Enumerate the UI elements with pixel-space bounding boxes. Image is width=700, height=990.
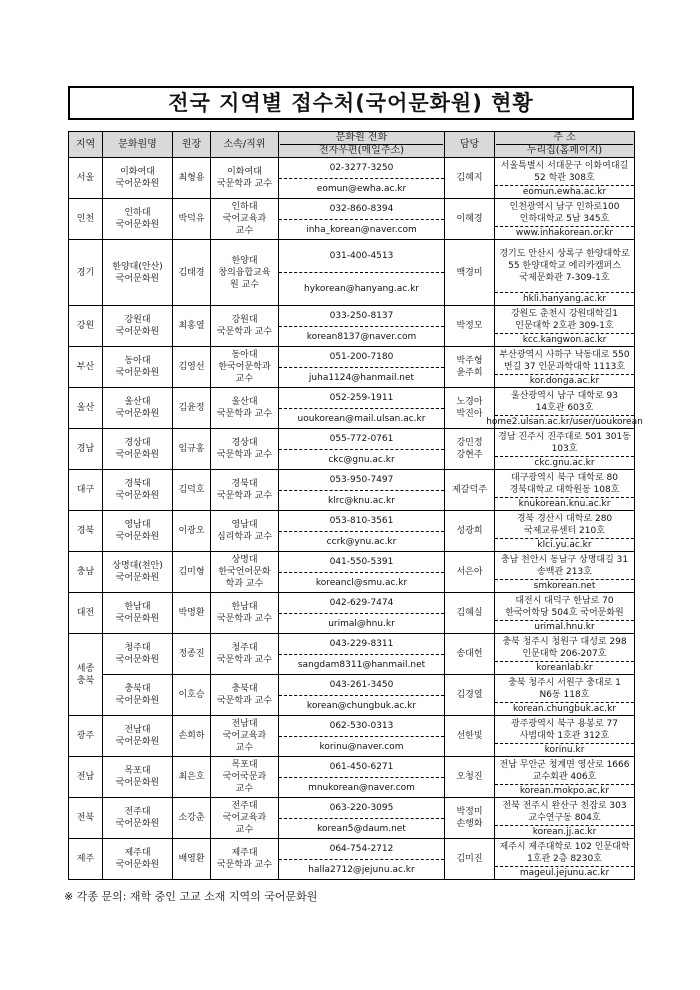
table-header-row xyxy=(69,132,635,158)
email-link[interactable]: eomun@ewha.ac.kr xyxy=(316,183,407,194)
header-address-top: 주 소 xyxy=(496,132,633,145)
table-row xyxy=(69,347,635,388)
address-cell xyxy=(486,388,643,429)
center-name-cell: 한양대(안산) 국어문화원 xyxy=(103,240,173,306)
phone-text: 061-450-6271 xyxy=(279,757,444,778)
email-link[interactable]: hykorean@hanyang.ac.kr xyxy=(304,284,419,294)
table-row xyxy=(69,199,635,240)
header-address-bot: 누리집(홈페이지) xyxy=(526,145,603,156)
center-name-cell: 한남대 국어문화원 xyxy=(103,593,173,634)
region-cell: 전남 xyxy=(69,757,103,798)
center-name-cell: 청주대 국어문화원 xyxy=(103,634,173,675)
address-text: 경기도 안산시 상록구 한양대학로 55 한양대학교 에리카캠퍼스 국제문화관 7-309-1호 xyxy=(495,240,634,293)
phone-text: 053-950-7497 xyxy=(279,470,444,491)
staff-cell: 김미진 xyxy=(445,839,495,880)
staff-cell: 김혜실 xyxy=(445,593,495,634)
center-name-cell: 전남대 국어문화원 xyxy=(103,716,173,757)
table-row xyxy=(69,675,635,716)
phone-text: 055-772-0761 xyxy=(279,429,444,450)
center-name-cell: 제주대 국어문화원 xyxy=(103,839,173,880)
address-text: 인천광역시 남구 인하로100 인하대학교 5남 345호 xyxy=(495,199,634,227)
region-cell: 경기 xyxy=(69,240,103,306)
table-row xyxy=(69,634,635,675)
table-row xyxy=(69,158,635,199)
region-cell: 서울 xyxy=(69,158,103,199)
header-contact xyxy=(279,132,445,158)
table-row xyxy=(69,470,635,511)
website-link[interactable]: kor.donga.ac.kr xyxy=(529,376,600,386)
address-cell xyxy=(495,675,635,716)
director-cell: 임규홍 xyxy=(173,429,211,470)
address-text: 울산광역시 남구 대학로 93 14호관 603호 xyxy=(495,388,634,416)
contact-cell xyxy=(279,716,445,757)
affiliation-cell: 전남대 국어교육과 교수 xyxy=(211,716,279,757)
contact-cell xyxy=(279,347,445,388)
website-link[interactable]: mageul.jejunu.ac.kr xyxy=(519,868,610,878)
email-link[interactable]: sangdam8311@hanmail.net xyxy=(297,659,426,670)
address-cell xyxy=(495,634,635,675)
website-link[interactable]: klci.yu.ac.kr xyxy=(537,540,592,550)
director-cell: 손희하 xyxy=(173,716,211,757)
address-cell xyxy=(495,347,635,388)
staff-cell: 박정미 손행화 xyxy=(445,798,495,839)
contact-cell xyxy=(279,552,445,593)
center-name-cell: 충북대 국어문화원 xyxy=(103,675,173,716)
address-cell xyxy=(495,716,635,757)
website-link[interactable]: korean.chungbuk.ac.kr xyxy=(512,704,617,714)
center-name-cell: 이화여대 국어문화원 xyxy=(103,158,173,199)
center-name-cell: 인하대 국어문화원 xyxy=(103,199,173,240)
email-link[interactable]: korean8137@naver.com xyxy=(306,331,417,342)
address-cell xyxy=(495,429,635,470)
address-text: 대전시 대덕구 한남로 70 한국어학당 504호 국어문화원 xyxy=(495,593,634,621)
address-text: 전북 전주시 완산구 천잠로 303 교수연구동 804호 xyxy=(495,798,634,826)
director-cell: 김태경 xyxy=(173,240,211,306)
contact-cell xyxy=(279,757,445,798)
staff-cell: 강민정 강현주 xyxy=(445,429,495,470)
table-row xyxy=(69,593,635,634)
center-name-cell: 울산대 국어문화원 xyxy=(103,388,173,429)
contact-cell xyxy=(279,634,445,675)
header-region: 지역 xyxy=(69,132,103,158)
contact-cell xyxy=(279,798,445,839)
contact-cell xyxy=(279,470,445,511)
center-name-cell: 경북대 국어문화원 xyxy=(103,470,173,511)
region-cell: 경북 xyxy=(69,511,103,552)
website-link[interactable]: urimal.hnu.kr xyxy=(534,622,595,632)
address-cell xyxy=(495,240,635,306)
contact-cell xyxy=(279,593,445,634)
region-cell: 대구 xyxy=(69,470,103,511)
contact-cell xyxy=(279,388,445,429)
phone-text: 052-259-1911 xyxy=(279,388,444,409)
contact-cell xyxy=(279,240,445,306)
website-link[interactable]: hkli.hanyang.ac.kr xyxy=(522,294,607,304)
staff-cell: 서은아 xyxy=(445,552,495,593)
website-link[interactable]: kcc.kangwon.ac.kr xyxy=(522,335,607,345)
staff-cell: 오청진 xyxy=(445,757,495,798)
address-text: 경남 진주시 진주대로 501 301동 103호 xyxy=(495,429,634,457)
address-cell xyxy=(495,470,635,511)
table-row xyxy=(69,429,635,470)
staff-cell: 박정모 xyxy=(445,306,495,347)
address-text: 경북 경산시 대학로 280 국제교류센터 210호 xyxy=(495,511,634,539)
affiliation-cell: 경북대 국문학과 교수 xyxy=(211,470,279,511)
header-staff: 담당 xyxy=(445,132,495,158)
phone-text: 042-629-7474 xyxy=(279,593,444,614)
center-name-cell: 전주대 국어문화원 xyxy=(103,798,173,839)
affiliation-cell: 한남대 국문학과 교수 xyxy=(211,593,279,634)
affiliation-cell: 동아대 한국어문학과 교수 xyxy=(211,347,279,388)
region-cell: 대전 xyxy=(69,593,103,634)
region-cell: 부산 xyxy=(69,347,103,388)
address-cell xyxy=(495,511,635,552)
address-cell xyxy=(495,798,635,839)
website-link[interactable]: eomun.ewha.ac.kr xyxy=(522,187,607,197)
contact-cell xyxy=(279,306,445,347)
address-text: 대구광역시 북구 대학로 80 경북대학교 대학원동 108호 xyxy=(495,470,634,498)
director-cell: 박명환 xyxy=(173,593,211,634)
region-cell: 경남 xyxy=(69,429,103,470)
region-cell: 세종 충북 xyxy=(69,634,103,716)
affiliation-cell: 강원대 국문학과 교수 xyxy=(211,306,279,347)
address-cell xyxy=(495,306,635,347)
table-row xyxy=(69,757,635,798)
header-contact-top: 문화원 전화 xyxy=(280,132,443,145)
email-link[interactable]: korinu@naver.com xyxy=(319,741,404,752)
director-cell: 정종진 xyxy=(173,634,211,675)
address-cell xyxy=(495,593,635,634)
region-cell: 인천 xyxy=(69,199,103,240)
affiliation-cell: 울산대 국문학과 교수 xyxy=(211,388,279,429)
address-text: 충북 청주시 청원구 대성로 298 인문대학 206-207호 xyxy=(495,634,634,662)
director-cell: 김미형 xyxy=(173,552,211,593)
staff-cell: 노경아 박진아 xyxy=(445,388,495,429)
affiliation-cell: 전주대 국어교육과 교수 xyxy=(211,798,279,839)
phone-text: 041-550-5391 xyxy=(279,552,444,573)
staff-cell: 송대헌 xyxy=(445,634,495,675)
affiliation-cell: 한양대 창의융합교육 원 교수 xyxy=(211,240,279,306)
header-address xyxy=(495,132,635,158)
phone-text: 051-200-7180 xyxy=(279,347,444,368)
director-cell: 배영환 xyxy=(173,839,211,880)
contact-cell xyxy=(279,199,445,240)
page-title: 전국 지역별 접수처(국어문화원) 현황 xyxy=(68,86,634,120)
staff-cell: 김경열 xyxy=(445,675,495,716)
director-cell: 김영선 xyxy=(173,347,211,388)
footnote: ※ 각종 문의: 재학 중인 고교 소재 지역의 국어문화원 xyxy=(64,890,318,903)
affiliation-cell: 이화여대 국문학과 교수 xyxy=(211,158,279,199)
contact-cell xyxy=(279,158,445,199)
phone-text: 043-261-3450 xyxy=(279,675,444,696)
affiliation-cell: 인하대 국어교육과 교수 xyxy=(211,199,279,240)
header-name: 문화원명 xyxy=(103,132,173,158)
email-link[interactable]: ccrk@ynu.ac.kr xyxy=(326,536,397,547)
table-row xyxy=(69,798,635,839)
region-cell: 울산 xyxy=(69,388,103,429)
region-cell: 충남 xyxy=(69,552,103,593)
center-name-cell: 동아대 국어문화원 xyxy=(103,347,173,388)
header-head: 원장 xyxy=(173,132,211,158)
table-row xyxy=(69,306,635,347)
website-link[interactable]: koreanlab.kr xyxy=(536,663,593,673)
staff-cell: 백경미 xyxy=(445,240,495,306)
director-cell: 김윤정 xyxy=(173,388,211,429)
phone-text: 063-220-3095 xyxy=(279,798,444,819)
staff-cell: 박주형 윤주희 xyxy=(445,347,495,388)
director-cell: 김덕호 xyxy=(173,470,211,511)
email-link[interactable]: urimal@hnu.kr xyxy=(328,618,395,629)
director-cell: 이호승 xyxy=(173,675,211,716)
address-cell xyxy=(495,839,635,880)
affiliation-cell: 충북대 국문학과 교수 xyxy=(211,675,279,716)
region-cell: 광주 xyxy=(69,716,103,757)
table-row xyxy=(69,552,635,593)
phone-text: 031-400-4513 xyxy=(279,240,444,273)
email-link[interactable]: ckc@gnu.ac.kr xyxy=(328,454,395,465)
address-text: 부산광역시 사하구 낙동대로 550 번길 37 인문과학대학 1113호 xyxy=(495,347,634,375)
phone-text: 032-860-8394 xyxy=(279,199,444,220)
staff-cell: 이혜경 xyxy=(445,199,495,240)
phone-text: 043-229-8311 xyxy=(279,634,444,655)
phone-text: 053-810-3561 xyxy=(279,511,444,532)
email-link[interactable]: uoukorean@mail.ulsan.ac.kr xyxy=(297,413,426,424)
address-text: 전남 무안군 청계면 영산로 1666 교수회관 406호 xyxy=(495,757,634,785)
affiliation-cell: 경상대 국문학과 교수 xyxy=(211,429,279,470)
affiliation-cell: 청주대 국문학과 교수 xyxy=(211,634,279,675)
website-link[interactable]: ckc.gnu.ac.kr xyxy=(534,458,595,468)
website-link[interactable]: home2.ulsan.ac.kr/user/uoukorean xyxy=(486,417,643,427)
region-cell: 제주 xyxy=(69,839,103,880)
director-cell: 이광오 xyxy=(173,511,211,552)
contact-cell xyxy=(279,839,445,880)
address-text: 강원도 춘천시 강원대학길1 인문대학 2호관 309-1호 xyxy=(495,306,634,334)
table-row xyxy=(69,240,635,306)
email-link[interactable]: koreancl@smu.ac.kr xyxy=(315,577,408,588)
email-link[interactable]: mnukorean@naver.com xyxy=(308,782,415,793)
director-cell: 최형용 xyxy=(173,158,211,199)
address-text: 서울특별시 서대문구 이화여대길 52 학관 308호 xyxy=(495,158,634,186)
address-text: 충북 청주시 서원구 충대로 1 N6동 118호 xyxy=(495,675,634,703)
director-cell: 최홍열 xyxy=(173,306,211,347)
email-link[interactable]: juha1124@hanmail.net xyxy=(308,372,415,383)
affiliation-cell: 상명대 한국언어문화 학과 교수 xyxy=(211,552,279,593)
website-link[interactable]: korean.jj.ac.kr xyxy=(532,827,597,837)
email-link[interactable]: klrc@knu.ac.kr xyxy=(328,495,395,506)
table-row xyxy=(69,839,635,880)
address-cell xyxy=(495,199,635,240)
phone-text: 062-530-0313 xyxy=(279,716,444,737)
center-name-cell: 영남대 국어문화원 xyxy=(103,511,173,552)
staff-cell: 제갈덕주 xyxy=(445,470,495,511)
contact-cell xyxy=(279,429,445,470)
staff-cell: 선한빛 xyxy=(445,716,495,757)
address-cell xyxy=(495,757,635,798)
header-contact-bot: 전자우편(메일주소) xyxy=(318,145,405,156)
website-link[interactable]: www.inhakorean.or.kr xyxy=(515,228,614,238)
director-cell: 박덕유 xyxy=(173,199,211,240)
director-cell: 최은호 xyxy=(173,757,211,798)
address-text: 제주시 제주대학로 102 인문대학 1호관 2층 8230호 xyxy=(495,839,634,867)
address-text: 광주광역시 북구 용봉로 77 사범대학 1호관 312호 xyxy=(495,716,634,744)
email-link[interactable]: korean@chungbuk.ac.kr xyxy=(306,700,417,711)
director-cell: 소강춘 xyxy=(173,798,211,839)
affiliation-cell: 영남대 심리학과 교수 xyxy=(211,511,279,552)
affiliation-cell: 제주대 국문학과 교수 xyxy=(211,839,279,880)
reception-table xyxy=(68,131,643,880)
center-name-cell: 경상대 국어문화원 xyxy=(103,429,173,470)
website-link[interactable]: knukorean.knu.ac.kr xyxy=(518,499,611,509)
email-link[interactable]: halla2712@jejunu.ac.kr xyxy=(308,864,415,875)
phone-text: 02-3277-3250 xyxy=(279,158,444,179)
email-link[interactable]: inha_korean@naver.com xyxy=(306,224,417,235)
phone-text: 033-250-8137 xyxy=(279,306,444,327)
header-affil: 소속/직위 xyxy=(211,132,279,158)
affiliation-cell: 목포대 국어국문과 교수 xyxy=(211,757,279,798)
staff-cell: 성광희 xyxy=(445,511,495,552)
table-row xyxy=(69,716,635,757)
staff-cell: 김혜지 xyxy=(445,158,495,199)
center-name-cell: 상명대(천안) 국어문화원 xyxy=(103,552,173,593)
table-row xyxy=(69,388,635,429)
center-name-cell: 강원대 국어문화원 xyxy=(103,306,173,347)
address-text: 충남 천안시 동남구 상명대길 31 송백관 213호 xyxy=(495,552,634,580)
phone-text: 064-754-2712 xyxy=(279,839,444,860)
email-link[interactable]: korean5@daum.net xyxy=(317,823,406,834)
contact-cell xyxy=(279,675,445,716)
table-row xyxy=(69,511,635,552)
contact-cell xyxy=(279,511,445,552)
website-link[interactable]: smkorean.net xyxy=(533,581,596,591)
region-cell: 강원 xyxy=(69,306,103,347)
address-cell xyxy=(495,552,635,593)
address-cell xyxy=(495,158,635,199)
region-cell: 전북 xyxy=(69,798,103,839)
website-link[interactable]: korean.mokpo.ac.kr xyxy=(519,786,610,796)
website-link[interactable]: korinu.kr xyxy=(544,745,585,755)
center-name-cell: 목포대 국어문화원 xyxy=(103,757,173,798)
